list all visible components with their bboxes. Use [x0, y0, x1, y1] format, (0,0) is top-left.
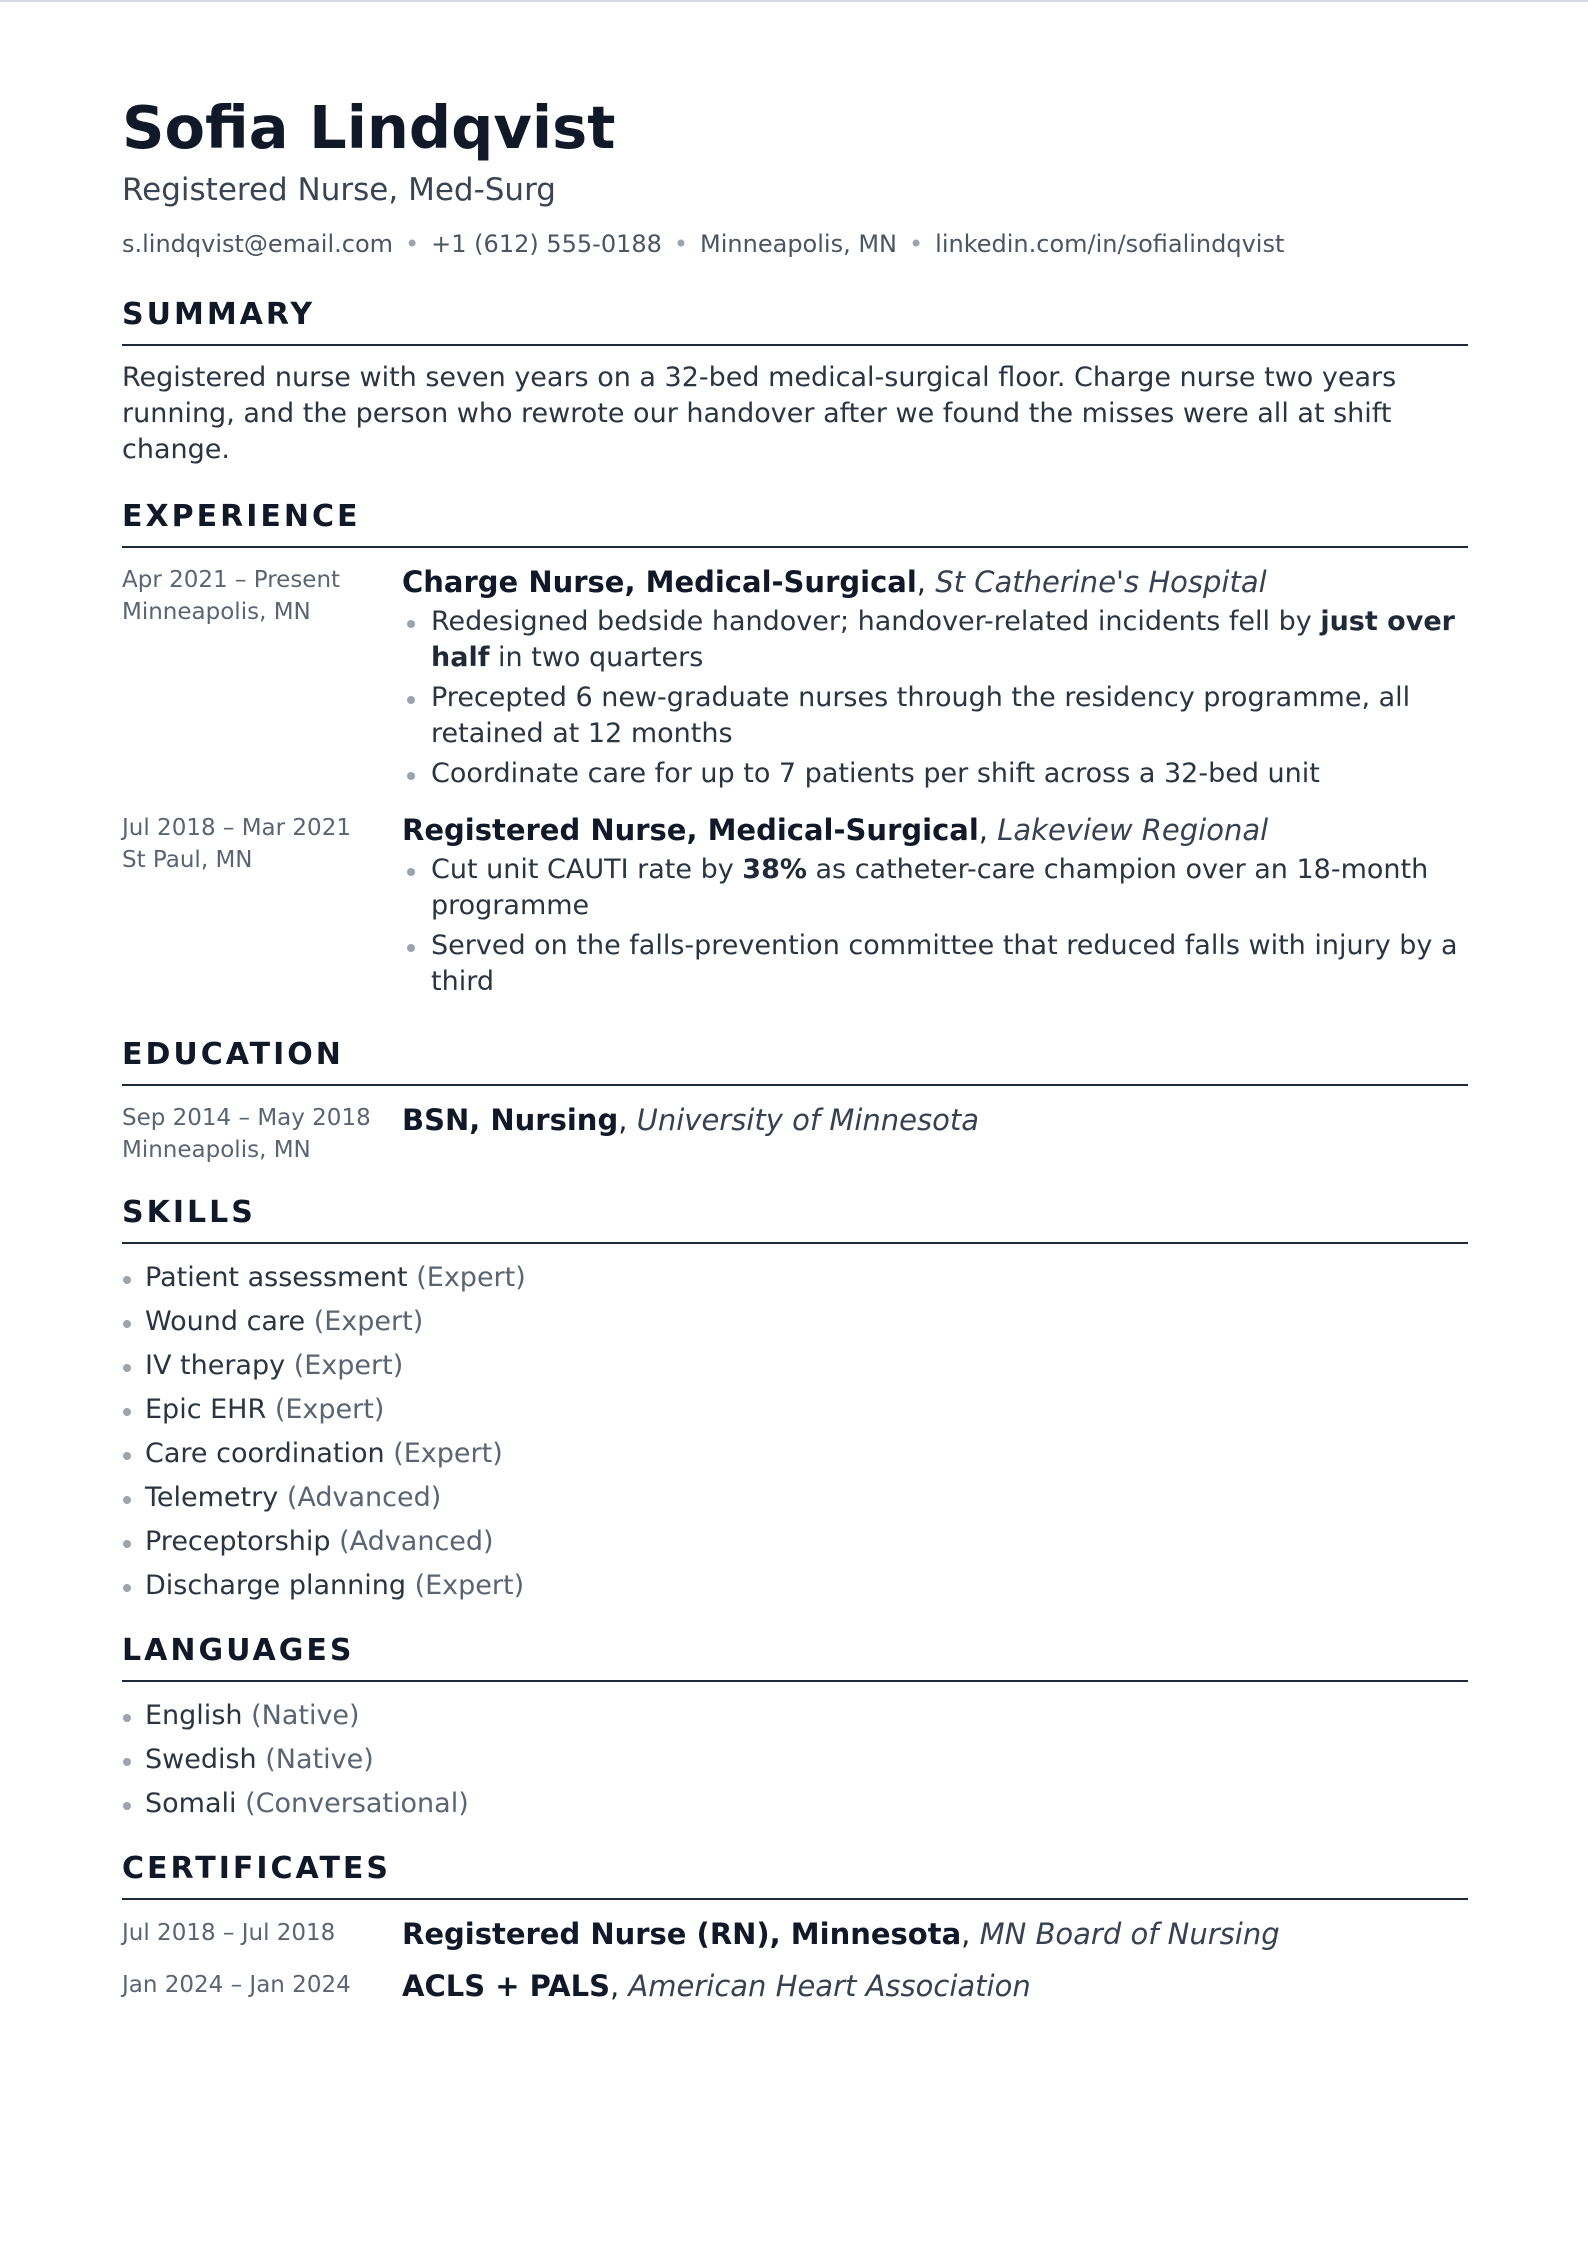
bullet-emphasis: 38%: [742, 854, 807, 885]
entry-comma: ,: [961, 1917, 980, 1951]
section-divider: [122, 1680, 1468, 1682]
entry-bullets: [402, 604, 1468, 792]
certificates-section: [122, 1851, 1468, 2020]
certificate-dates: Jan 2024 – Jan 2024: [122, 1972, 351, 1998]
skill-item: [122, 1392, 1468, 1428]
entry-comma: ,: [978, 813, 998, 847]
skill-item: [122, 1436, 1468, 1472]
contact-phone[interactable]: +1 (612) 555-0188: [431, 230, 662, 258]
entry-comma: ,: [618, 1103, 637, 1137]
skill-level: (Expert): [274, 1394, 385, 1425]
entry-dates: Sep 2014 – May 2018: [122, 1105, 371, 1131]
entry-meta: [122, 1102, 392, 1166]
entry-comma: ,: [916, 565, 936, 599]
section-divider: [122, 1084, 1468, 1086]
skill-name: Epic EHR: [145, 1394, 267, 1425]
entry-employer: Lakeview Regional: [997, 813, 1269, 847]
certificate-heading: [402, 1916, 1280, 1952]
skill-level: (Advanced): [286, 1482, 442, 1513]
bullet-text: Served on the falls-prevention committee that reduced falls with injury by a third: [431, 930, 1458, 997]
skills-list: [122, 1260, 1468, 1604]
bullet-item: [402, 852, 1468, 924]
entry-comma: ,: [609, 1969, 629, 2003]
skill-level: (Expert): [416, 1262, 526, 1293]
language-name: Somali: [145, 1788, 237, 1819]
section-title: CERTIFICATES: [122, 1851, 392, 1886]
section-title: EDUCATION: [122, 1037, 344, 1072]
language-item: [122, 1786, 1468, 1822]
bullet-item: [402, 680, 1468, 752]
skill-level: (Expert): [293, 1350, 404, 1381]
bullet-text: Precepted 6 new-graduate nurses through the residency programme, all retained at 12 months: [431, 682, 1411, 749]
education-entry: [122, 1102, 1468, 1163]
skill-item: [122, 1568, 1468, 1604]
contact-linkedin[interactable]: linkedin.com/in/sofialindqvist: [935, 230, 1285, 258]
contact-email[interactable]: s.lindqvist@email.com: [122, 230, 394, 258]
entry-dates: Jul 2018 – Mar 2021: [122, 815, 351, 841]
entry-dates: Apr 2021 – Present: [122, 567, 341, 593]
summary-section: [122, 297, 1468, 468]
experience-section: [122, 499, 1468, 1004]
candidate-headline: Registered Nurse, Med-Surg: [122, 172, 556, 208]
section-title: SUMMARY: [122, 297, 316, 332]
skill-item: [122, 1304, 1468, 1340]
entry-location: Minneapolis, MN: [122, 1137, 311, 1163]
contact-separator: •: [673, 230, 689, 258]
bullet-text: Redesigned bedside handover; handover-related incidents fell by: [431, 606, 1321, 637]
page-top-border: [0, 0, 1588, 2]
bullet-emphasis: just over half: [431, 606, 1455, 673]
languages-section: [122, 1633, 1468, 1830]
certificate-name: Registered Nurse (RN), Minnesota: [402, 1917, 962, 1951]
section-title: EXPERIENCE: [122, 499, 361, 534]
entry-meta: [122, 812, 392, 876]
bullet-text: Coordinate care for up to 7 patients per shift across a 32-bed unit: [431, 758, 1320, 789]
language-name: English: [145, 1700, 243, 1731]
contact-location: Minneapolis, MN: [700, 230, 897, 258]
candidate-name: Sofia Lindqvist: [122, 93, 616, 162]
bullet-item: [402, 756, 1468, 792]
education-school: University of Minnesota: [636, 1103, 979, 1137]
skill-name: Preceptorship: [145, 1526, 331, 1557]
languages-list: [122, 1698, 1468, 1822]
skill-name: Telemetry: [145, 1482, 279, 1513]
skill-name: Patient assessment: [145, 1262, 408, 1293]
skill-item: [122, 1480, 1468, 1516]
skill-item: [122, 1260, 1468, 1296]
skill-level: (Expert): [313, 1306, 424, 1337]
entry-bullets: [402, 852, 1468, 1000]
skill-level: (Advanced): [339, 1526, 494, 1557]
bullet-item: [402, 928, 1468, 1000]
entry-meta: [122, 564, 392, 628]
entry-role: Charge Nurse, Medical-Surgical: [402, 565, 917, 599]
certificate-issuer: American Heart Association: [628, 1969, 1031, 2003]
contact-line: [122, 230, 1284, 258]
experience-entry: [122, 812, 1468, 1000]
entry-role: Registered Nurse, Medical-Surgical: [402, 813, 979, 847]
bullet-text: in two quarters: [489, 642, 704, 673]
education-degree: BSN, Nursing: [402, 1103, 619, 1137]
skill-name: Wound care: [145, 1306, 306, 1337]
contact-separator: •: [405, 230, 420, 258]
certificate-heading: [402, 1968, 1031, 2004]
language-name: Swedish: [145, 1744, 257, 1775]
section-divider: [122, 546, 1468, 548]
entry-location: Minneapolis, MN: [122, 599, 311, 625]
skill-item: [122, 1524, 1468, 1560]
skills-section: [122, 1195, 1468, 1612]
certificate-name: ACLS + PALS: [402, 1969, 610, 2003]
bullet-text: as catheter-care champion over an 18-month programme: [431, 854, 1429, 921]
section-divider: [122, 1898, 1468, 1900]
entry-body: [402, 1102, 1468, 1138]
entry-heading: [402, 564, 1468, 600]
language-item: [122, 1742, 1468, 1778]
experience-entry: [122, 564, 1468, 792]
section-title: LANGUAGES: [122, 1633, 355, 1668]
entry-employer: St Catherine's Hospital: [935, 565, 1267, 599]
skill-name: Care coordination: [145, 1438, 385, 1469]
skill-item: [122, 1348, 1468, 1384]
certificates-list: [122, 1916, 1468, 2020]
certificate-entry: [122, 1968, 1468, 2020]
section-divider: [122, 344, 1468, 346]
skill-name: IV therapy: [145, 1350, 286, 1381]
language-level: (Native): [251, 1700, 360, 1731]
certificate-issuer: MN Board of Nursing: [979, 1917, 1280, 1951]
entry-heading: [402, 812, 1468, 848]
entry-location: St Paul, MN: [122, 847, 253, 873]
skill-name: Discharge planning: [145, 1570, 406, 1601]
section-title: SKILLS: [122, 1195, 256, 1230]
language-level: (Conversational): [245, 1788, 469, 1819]
bullet-item: [402, 604, 1468, 676]
entry-heading: [402, 1102, 1468, 1138]
entry-body: [402, 564, 1468, 792]
summary-text: Registered nurse with seven years on a 32-bed medical-surgical floor. Charge nurse two years running, and the person who rewrote our handover after we found the misses were all at shift change.: [122, 362, 1397, 465]
section-divider: [122, 1242, 1468, 1244]
contact-separator: •: [909, 230, 924, 258]
language-level: (Native): [265, 1744, 374, 1775]
skill-level: (Expert): [414, 1570, 525, 1601]
bullet-text: Cut unit CAUTI rate by: [431, 854, 743, 885]
skill-level: (Expert): [393, 1438, 503, 1469]
education-section: [122, 1037, 1468, 1163]
certificate-dates: Jul 2018 – Jul 2018: [122, 1920, 336, 1946]
language-item: [122, 1698, 1468, 1734]
certificate-entry: [122, 1916, 1468, 1968]
entry-body: [402, 812, 1468, 1000]
